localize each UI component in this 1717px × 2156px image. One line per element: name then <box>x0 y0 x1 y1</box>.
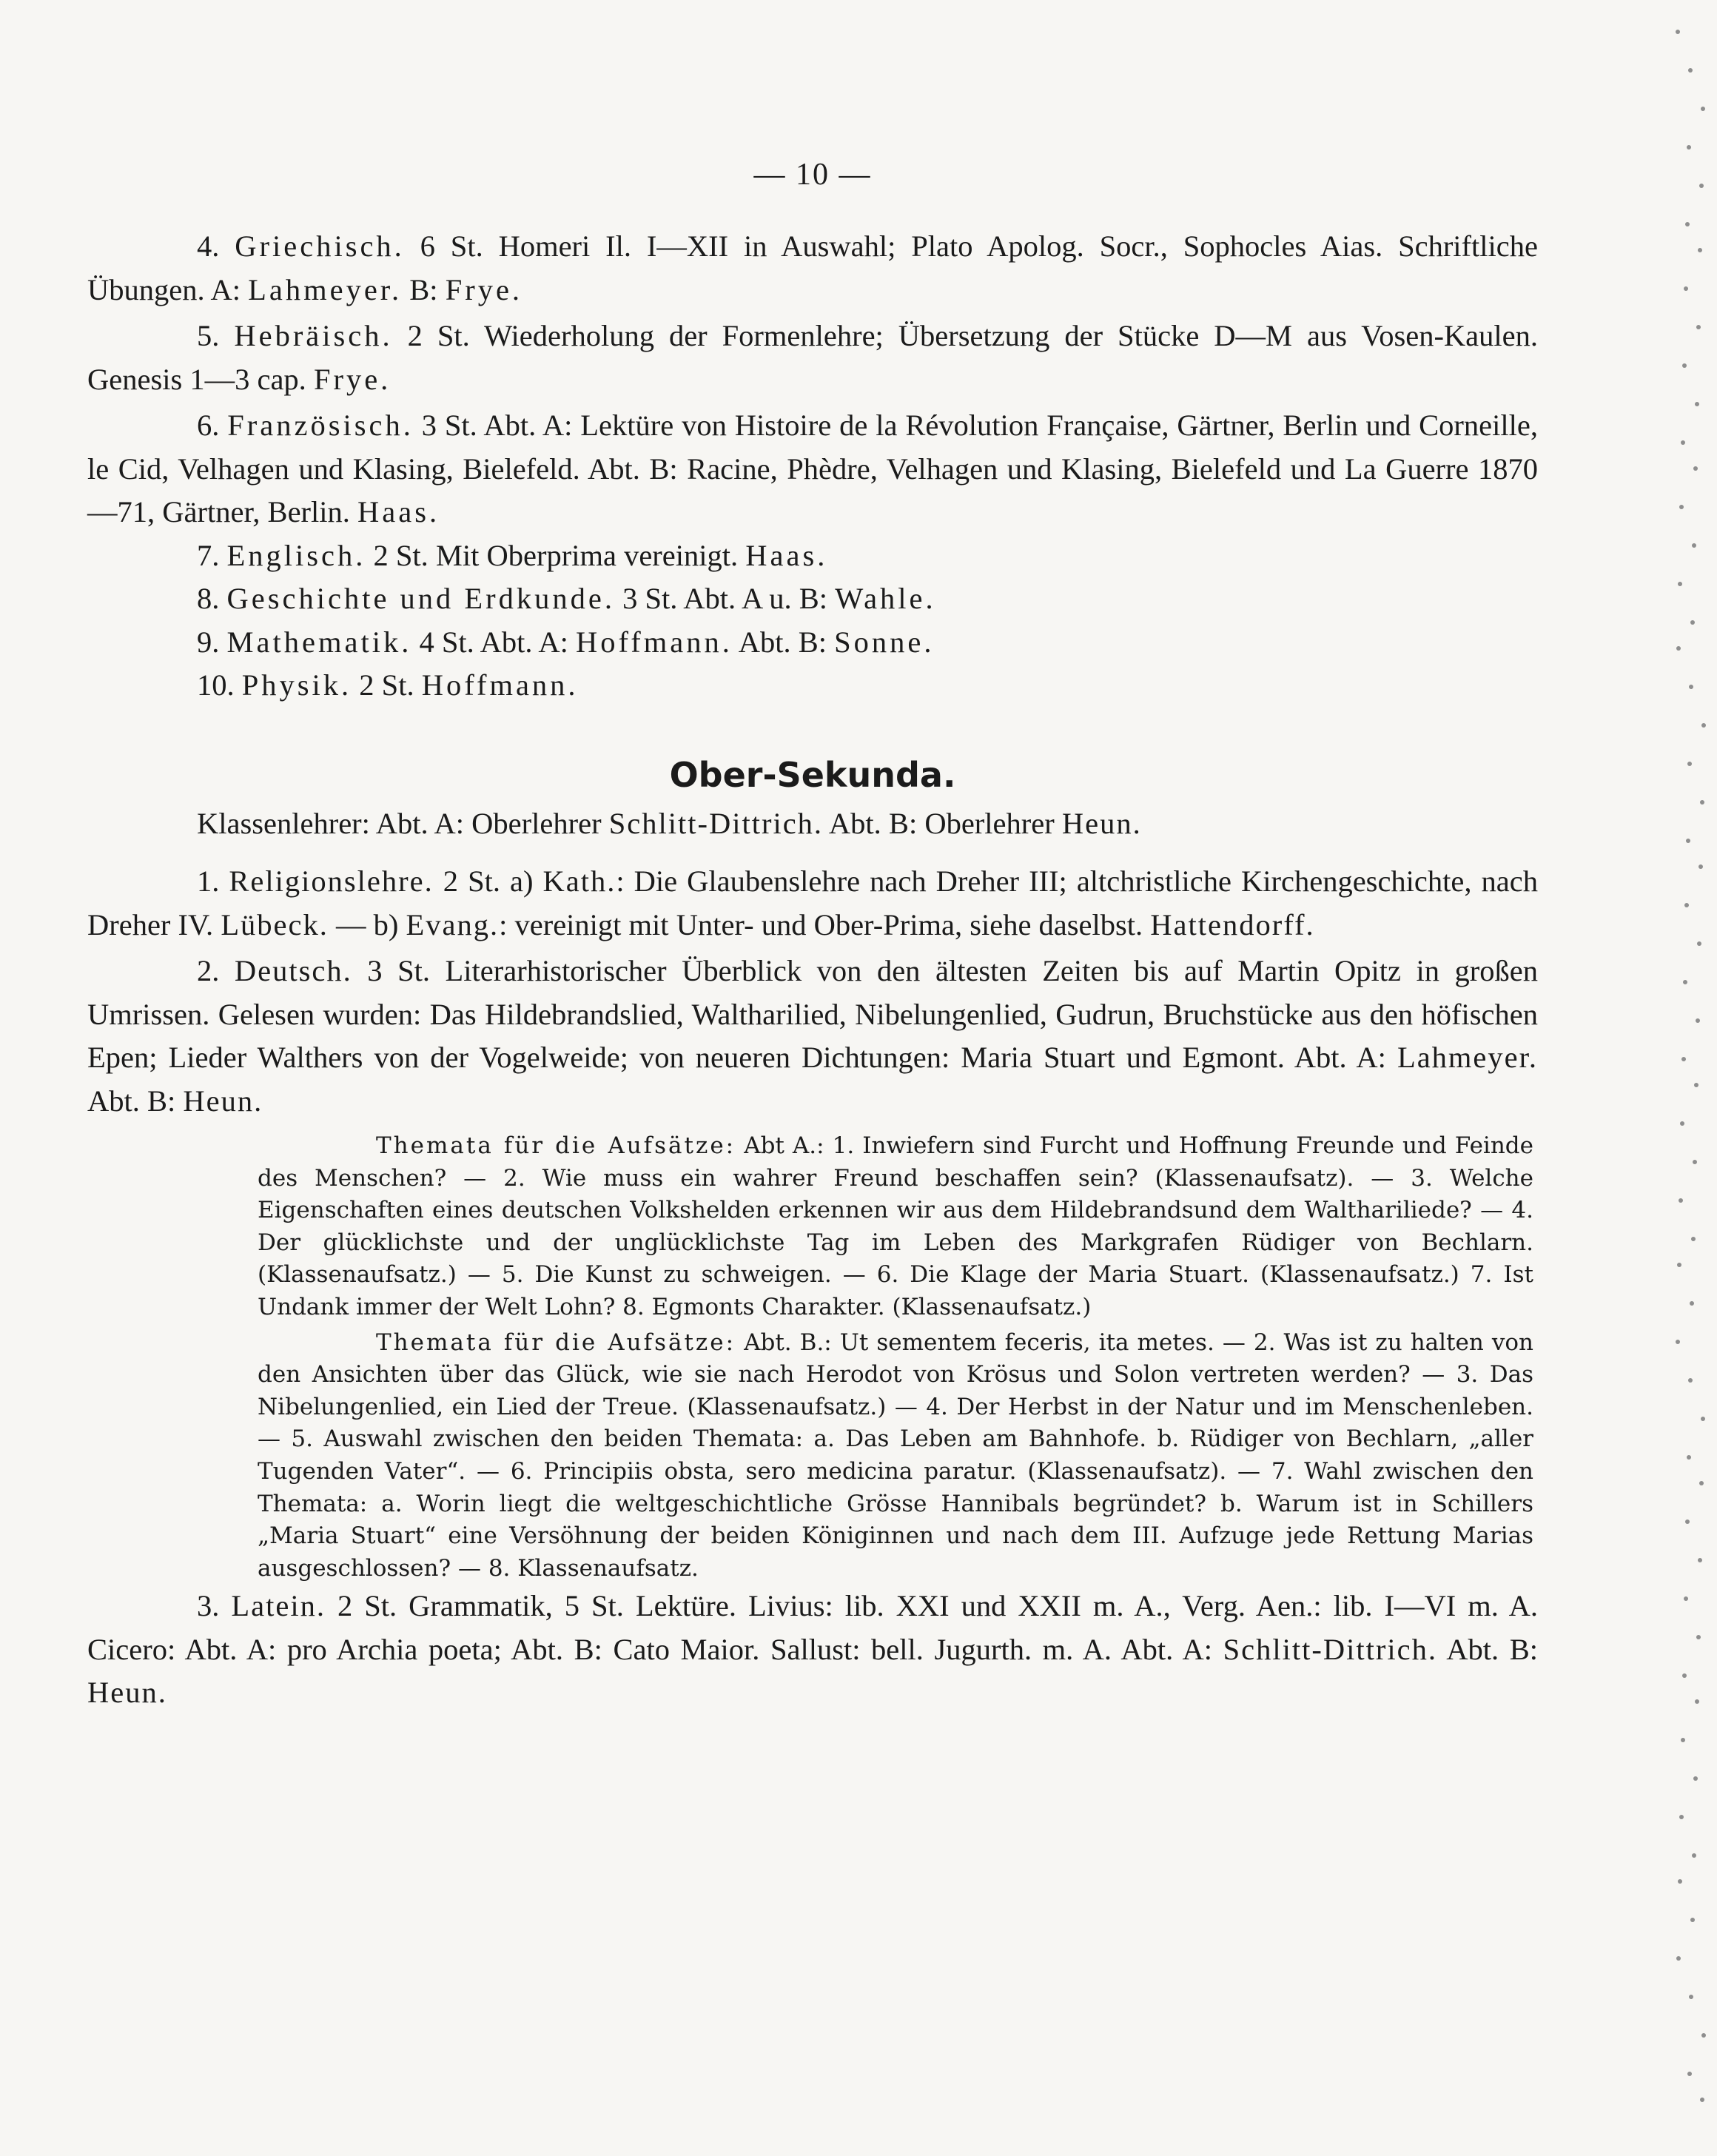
entry-teacher: Hoffmann. <box>576 625 733 659</box>
themata-heading: Themata für die Aufsätze: <box>376 1132 736 1159</box>
entry-teacher-b: Heun. <box>87 1676 167 1710</box>
edge-speck <box>1700 800 1704 805</box>
entry-text: 2 St. Grammatik, 5 St. Lektüre. Livius: lib. XXI und XXII m. A., Verg. Aen.: lib. I—VI m. A. Cicero: Abt. A: pro Archia poeta; Abt. B: Cato Maior. Sallust: bell. Jugurth. m. A. Abt. A: <box>87 1589 1538 1666</box>
entry-subject: Religionslehre. <box>229 864 434 898</box>
entry-text: 2 St. a) <box>433 864 543 898</box>
entry-text: 4 St. Abt. A: <box>411 625 577 659</box>
edge-speck <box>1691 1237 1696 1241</box>
edge-speck <box>1676 30 1680 34</box>
class-teachers <box>87 802 1538 846</box>
edge-speck <box>1681 440 1685 445</box>
entry-text: — b) <box>328 907 406 941</box>
edge-speck <box>1684 1596 1688 1601</box>
edge-speck <box>1695 402 1699 406</box>
edge-speck <box>1679 1815 1684 1819</box>
edge-speck <box>1690 620 1695 625</box>
edge-speck <box>1688 1378 1693 1383</box>
edge-speck <box>1679 505 1684 509</box>
entry-subject: Hebräisch. <box>234 319 393 352</box>
entry-teacher-b: Frye. <box>445 272 523 306</box>
entry-griechisch <box>87 225 1538 312</box>
entry-text: : vereinigt mit Unter- und Ober-Prima, siehe daselbst. <box>499 907 1151 941</box>
entry-text: 2 St. Mit Oberprima vereinigt. <box>366 538 746 572</box>
edge-speck <box>1688 68 1693 73</box>
edge-speck <box>1689 685 1693 689</box>
entry-physik <box>87 664 1538 708</box>
entry-subject: Deutsch. <box>234 954 352 987</box>
edge-speck <box>1677 1263 1681 1267</box>
entry-text-mid: Abt. B: <box>1437 1632 1538 1666</box>
edge-speck <box>1696 1635 1701 1639</box>
edge-speck <box>1681 1738 1685 1742</box>
entry-number: 4. <box>197 229 220 263</box>
entry-subject: Griechisch. <box>235 229 405 263</box>
edge-speck <box>1687 762 1692 766</box>
edge-speck <box>1678 1879 1682 1884</box>
edge-speck <box>1695 1699 1699 1704</box>
entry-teacher-b: Sonne. <box>834 625 935 659</box>
entry-franzoesisch <box>87 404 1538 534</box>
edge-speck <box>1681 1057 1686 1061</box>
edge-speck <box>1693 466 1698 471</box>
edge-speck <box>1698 1558 1702 1562</box>
themata-abt-b <box>258 1327 1533 1585</box>
entry-text-mid: Abt. B: <box>87 1084 184 1118</box>
page-number: — 10 — <box>753 158 872 192</box>
edge-speck <box>1686 839 1690 843</box>
entry-teacher-b: Heun. <box>183 1084 263 1118</box>
entry-number: 3. <box>197 1589 220 1623</box>
edge-speck <box>1696 1018 1700 1023</box>
entry-text: 3 St. Literarhistorischer Überblick von den ältesten Zeiten bis auf Martin Opitz in großen Umrissen. Gelesen wurden: Das Hildebrandslied, Waltharilied, Nibelungenlied, Gudrun, Bruchstücke aus den höfischen Epen; Lieder Walthers von der Vogelweide; von neueren Dichtungen: Maria Stuart und Egmont. Abt. A: <box>87 954 1539 1074</box>
binding-edge-marks <box>1661 0 1713 2156</box>
edge-speck <box>1698 248 1702 252</box>
entry-subject: Französisch. <box>227 409 414 442</box>
kath-label: Kath. <box>542 864 616 898</box>
entry-subject: Latein. <box>231 1589 326 1623</box>
entry-latein <box>87 1585 1538 1715</box>
edge-speck <box>1687 1455 1691 1460</box>
edge-speck <box>1693 1776 1698 1781</box>
entry-geschichte <box>87 577 1538 621</box>
edge-speck <box>1690 1918 1695 1922</box>
edge-speck <box>1693 1160 1697 1164</box>
entry-teacher: Lahmeyer. <box>248 272 403 306</box>
edge-speck <box>1687 145 1691 150</box>
edge-speck <box>1685 222 1690 226</box>
edge-speck <box>1699 184 1704 188</box>
edge-speck <box>1694 1083 1698 1087</box>
entry-text-mid: Abt. B: <box>732 625 835 659</box>
section-title: Ober-Sekunda. <box>669 754 956 795</box>
edge-speck <box>1679 1198 1683 1203</box>
entry-text: 3 St. Abt. A u. B: <box>615 582 836 615</box>
entry-number: 6. <box>197 409 220 442</box>
entry-teacher: Lahmeyer. <box>1397 1041 1538 1074</box>
teachers-mid: Abt. B: Oberlehrer <box>823 806 1062 840</box>
teachers-prefix: Klassenlehrer: Abt. A: Oberlehrer <box>197 806 609 840</box>
edge-speck <box>1676 646 1681 651</box>
edge-speck <box>1682 363 1687 368</box>
teacher-a: Schlitt-Dittrich. <box>608 806 824 840</box>
themata-text: Abt A.: 1. Inwiefern sind Furcht und Hoffnung Freunde und Feinde des Menschen? — 2. Wie muss ein wahrer Freund beschaffen sein? (Klassenaufsatz). — 3. Welche Eigenschaften eines deutschen Volkshelden erkennen wir aus dem Hildebrandsund dem Walthariliede? — 4. Der glücklichste und der unglücklichste Tag im Leben des Markgrafen Rüdiger von Bechlarn. (Klassenaufsatz.) — 5. Die Kunst zu schweigen. — 6. Die Klage der Maria Stuart. (Klassenaufsatz.) 7. Ist Undank immer der Welt Lohn? 8. Egmonts Charakter. (Klassenaufsatz.) <box>258 1132 1533 1320</box>
themata-text: Abt. B.: Ut sementem feceris, ita metes. — 2. Was ist zu halten von den Ansichten über das Glück, wie sie nach Herodot von Krösus und Solon vertreten werden? — 3. Das Nibelungenlied, ein Lied der Treue. (Klassenaufsatz.) — 4. Der Herbst in der Natur und im Menschenleben. — 5. Auswahl zwischen den beiden Themata: a. Das Leben am Bahnhofe. b. Rüdiger von Bechlarn, „aller Tugenden Vater“. — 6. Principiis obsta, sero medicina paratur. (Klassenaufsatz). — 7. Wahl zwischen den Themata: a. Worin liegt die weltgeschichtliche Grösse Hannibals begründet? b. Warum ist in Schillers „Maria Stuart“ eine Versöhnung der beiden Königinnen und nach dem III. Aufzuge jede Rettung Marias ausgeschlossen? — 8. Klassenaufsatz. <box>258 1329 1533 1582</box>
entry-text: 2 St. <box>352 668 422 702</box>
entry-deutsch <box>87 950 1538 1123</box>
edge-speck <box>1701 723 1706 728</box>
edge-speck <box>1684 903 1689 907</box>
entry-text: 6 St. Homeri Il. I—XII in Auswahl; Plato Apolog. Socr., Sophocles Aias. Schriftliche Übungen. A: <box>87 229 1539 306</box>
teacher-b: Heun. <box>1061 806 1142 840</box>
edge-speck <box>1687 2072 1692 2076</box>
entry-teacher: Haas. <box>357 495 440 528</box>
edge-speck <box>1682 1673 1687 1678</box>
entry-religion <box>87 860 1538 947</box>
edge-speck <box>1689 1995 1693 1999</box>
entry-subject: Geschichte und Erdkunde. <box>226 582 615 615</box>
entry-text: : Die Glaubenslehre nach Dreher III; altchristliche Kirchengeschichte, nach Dreher IV. <box>87 864 1538 941</box>
entry-subject: Englisch. <box>226 538 366 572</box>
entry-text: 3 St. Abt. A: Lektüre von Histoire de la Révolution Française, Gärtner, Berlin und Corneille, le Cid, Velhagen und Klasing, Bielefeld. Abt. B: Racine, Phèdre, Velhagen und Klasing, Bielefeld und La Guerre 1870—71, Gärtner, Berlin. <box>87 409 1539 528</box>
entry-teacher: Lübeck. <box>221 907 329 941</box>
entry-number: 8. <box>197 582 220 615</box>
entry-number: 2. <box>197 954 220 987</box>
edge-speck <box>1684 286 1688 291</box>
edge-speck <box>1678 582 1682 586</box>
themata-abt-a <box>258 1130 1533 1324</box>
edge-speck <box>1699 1481 1704 1485</box>
edge-speck <box>1701 2033 1706 2038</box>
entry-subject: Physik. <box>241 668 352 702</box>
entry-number: 1. <box>197 864 220 898</box>
entry-subject: Mathematik. <box>226 625 412 659</box>
entry-text-mid: B: <box>402 272 446 306</box>
edge-speck <box>1701 1417 1705 1421</box>
document-page <box>87 148 1538 1715</box>
edge-speck <box>1692 543 1696 548</box>
evang-label: Evang. <box>406 907 500 941</box>
edge-speck <box>1680 1121 1684 1126</box>
edge-speck <box>1683 980 1687 984</box>
edge-speck <box>1698 864 1703 869</box>
entry-mathematik <box>87 621 1538 665</box>
edge-speck <box>1685 1519 1690 1524</box>
edge-speck <box>1700 2098 1704 2102</box>
entry-teacher: Hoffmann. <box>421 668 579 702</box>
edge-speck <box>1676 1956 1681 1961</box>
edge-speck <box>1697 941 1701 946</box>
edge-speck <box>1692 1853 1696 1858</box>
edge-speck <box>1696 325 1701 329</box>
entry-teacher-b: Hattendorff. <box>1150 907 1315 941</box>
entry-text: 2 St. Wiederholung der Formenlehre; Übersetzung der Stücke D—M aus Vosen-Kaulen. Genesis 1—3 cap. <box>87 319 1539 396</box>
entry-teacher: Haas. <box>745 538 828 572</box>
edge-speck <box>1701 107 1705 111</box>
entry-number: 5. <box>197 319 220 352</box>
entry-teacher: Frye. <box>313 362 392 396</box>
entry-number: 9. <box>197 625 220 659</box>
entry-number: 10. <box>197 668 235 702</box>
entry-englisch <box>87 534 1538 578</box>
edge-speck <box>1676 1340 1680 1344</box>
entry-teacher: Wahle. <box>835 582 936 615</box>
entry-teacher: Schlitt-Dittrich. <box>1223 1632 1437 1666</box>
themata-heading: Themata für die Aufsätze: <box>376 1329 736 1356</box>
edge-speck <box>1690 1301 1694 1306</box>
entry-hebraeisch <box>87 315 1538 401</box>
entry-number: 7. <box>197 538 220 572</box>
